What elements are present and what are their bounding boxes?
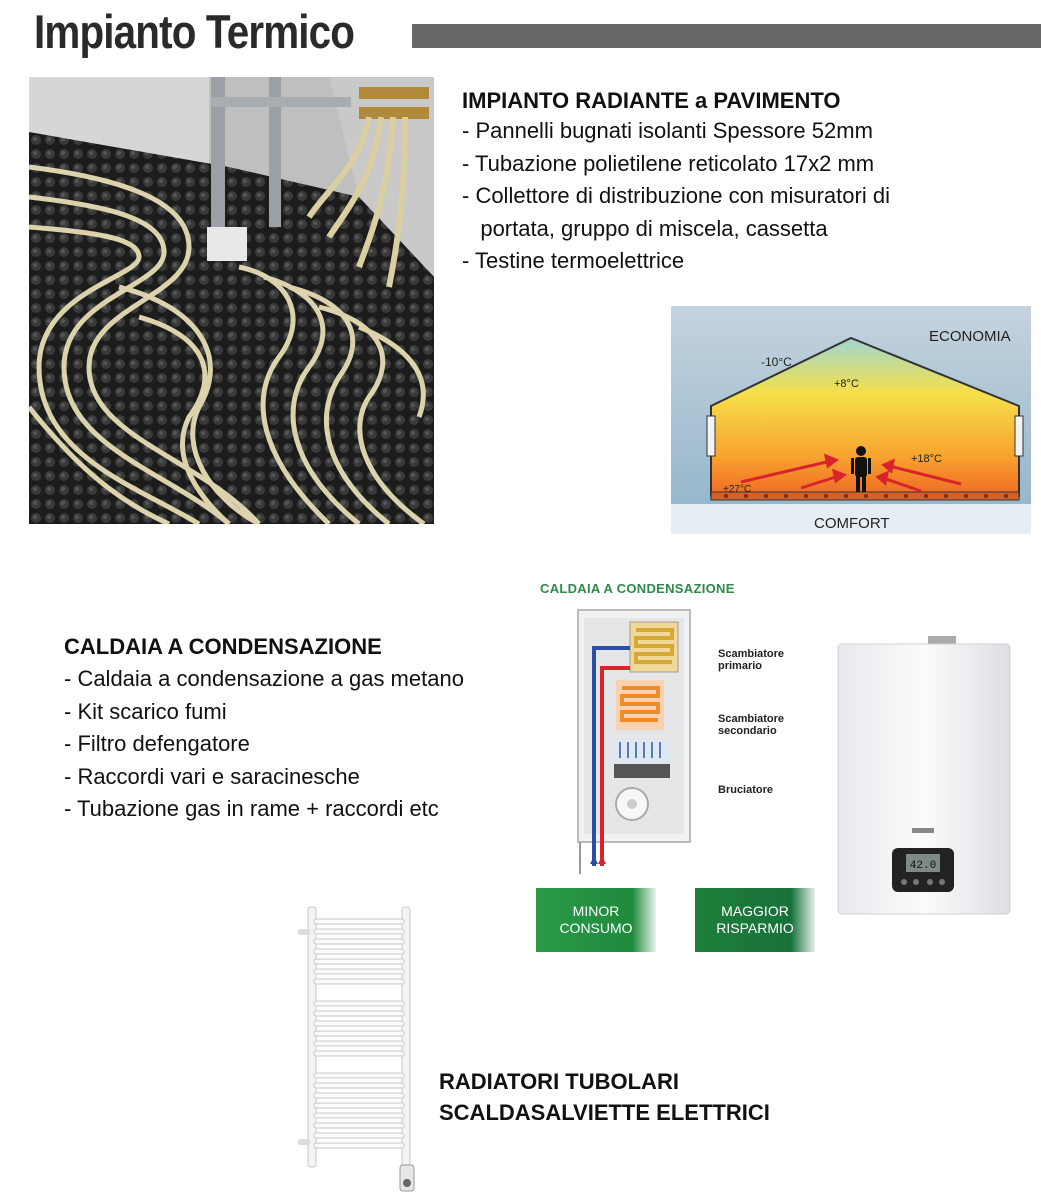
- boiler-figure-title: CALDAIA A CONDENSAZIONE: [540, 581, 735, 596]
- radiant-floor-list: [462, 115, 890, 278]
- diagram-temp-floor: +27°C: [723, 484, 752, 495]
- radiators-line-2: SCALDASALVIETTE ELETTRICI: [439, 1100, 770, 1125]
- boiler-product-image: [836, 636, 1012, 916]
- boiler-cutaway-diagram: [570, 608, 700, 876]
- list-item: - Kit scarico fumi: [64, 698, 227, 724]
- boiler-list: [64, 663, 464, 826]
- boiler-heading: CALDAIA A CONDENSAZIONE: [64, 634, 382, 659]
- page-title: Impianto Termico: [34, 5, 355, 58]
- label-primary-exchanger: Scambiatore primario: [718, 648, 785, 672]
- diagram-bottom-label: COMFORT: [814, 515, 890, 532]
- minor-consumption-badge: MINOR CONSUMO: [536, 888, 656, 952]
- label-secondary-exchanger: Scambiatore secondario: [718, 713, 785, 737]
- list-item: - Tubazione polietilene reticolato 17x2 mm: [462, 150, 875, 176]
- radiant-floor-heading: IMPIANTO RADIANTE a PAVIMENTO: [462, 88, 841, 113]
- list-item: - Raccordi vari e saracinesche: [64, 763, 360, 789]
- diagram-top-label: ECONOMIA: [929, 328, 1011, 345]
- floor-heating-temperature-diagram: [671, 306, 1031, 534]
- greater-savings-badge: MAGGIOR RISPARMIO: [695, 888, 815, 952]
- list-item: - Tubazione gas in rame + raccordi etc: [64, 796, 439, 821]
- radiators-heading: [439, 1066, 770, 1128]
- list-item: portata, gruppo di miscela, cassetta: [462, 215, 828, 241]
- radiators-line-1: RADIATORI TUBOLARI: [439, 1069, 679, 1094]
- list-item: - Filtro defengatore: [64, 731, 250, 756]
- boiler-display-value: 42.0: [909, 860, 937, 872]
- diagram-temp-room: +18°C: [911, 453, 943, 465]
- list-item: - Caldaia a condensazione a gas metano: [64, 666, 464, 691]
- towel-radiator-image: [294, 903, 424, 1195]
- list-item: - Collettore di distribuzione con misuratori di: [462, 183, 890, 208]
- underfloor-heating-photo: [29, 77, 434, 524]
- diagram-temp-ceiling: +8°C: [834, 378, 859, 390]
- label-burner: Bruciatore: [718, 784, 774, 796]
- list-item: - Pannelli bugnati isolanti Spessore 52mm: [462, 118, 873, 143]
- list-item: - Testine termoelettrice: [462, 248, 685, 273]
- diagram-temp-outside: -10°C: [761, 355, 792, 369]
- title-divider-bar: [412, 24, 1041, 48]
